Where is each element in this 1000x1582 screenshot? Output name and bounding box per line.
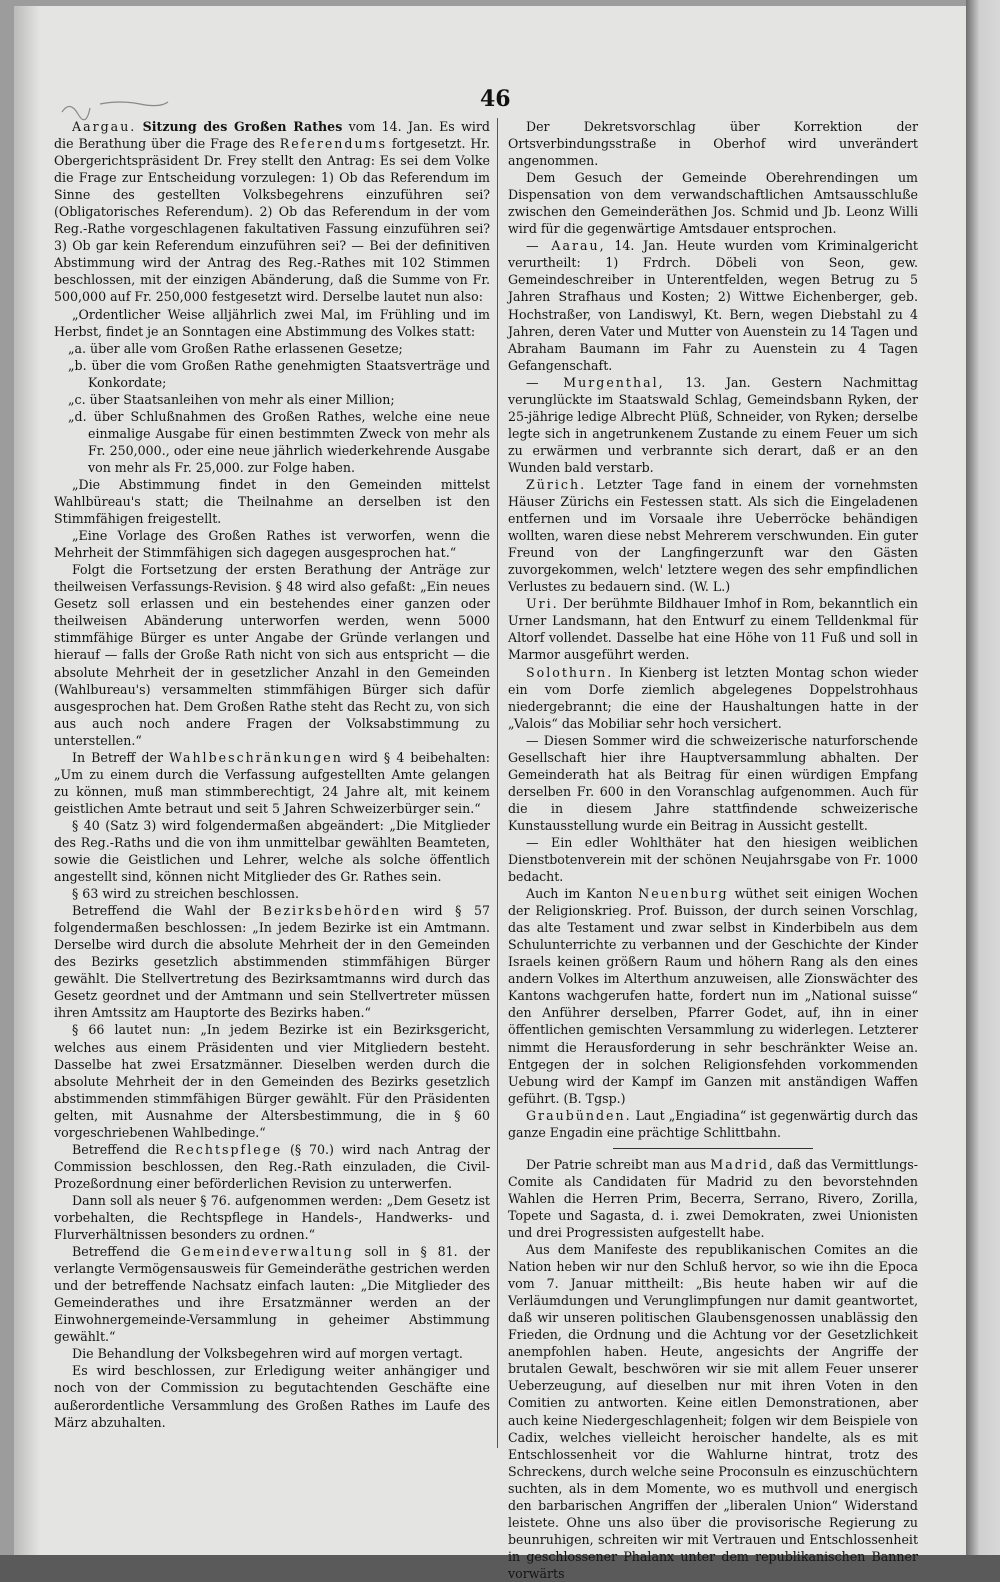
list-item: „d. über Schlußnahmen des Großen Rathes, welche eine neue einmalige Ausgabe für einen bestimmten Zweck von mehr als Fr. 250,000., oder eine neue jährlich wiederkehrende Ausgabe von mehr als Fr. 25,000. zur Folge haben. bbox=[68, 408, 490, 475]
source-attribution: (W. L.) bbox=[689, 579, 731, 595]
paragraph: Aus dem Manifeste des republikanischen Comites an die Nation heben wir nur den Schluß hervor, so wie ihn die Epoca vom 7. Januar mittheilt: „Bis heute haben wir auf die Verläumdungen und Verunglimpfungen nur damit geantwortet, daß wir unseren politischen Glaubensgenossen unablässig den Frieden, die Ordnung und die Achtung vor der Gesetzlichkeit anempfohlen haben. Heute, angesichts der Angriffe der brutalen Gewalt, beschwören wir sie mit allem Feuer unserer Ueberzeugung, auf dieselben nur mit ihren Voten in den Comitien zu antworten. Keine eitlen Demonstrationen, aber auch keine Niedergeschlagenheit; folgen wir dem Beispiele von Cadix, welches vielleicht heroischer handelte, als es mit Entschlossenheit vor die Wahlurne hintrat, trotz des Schreckens, durch welche seine Proconsuln es einzuschüchtern suchten, als in dem Momente, wo es muthvoll und energisch den barbarischen Angriffen der „liberalen Union“ Widerstand leistete. Ohne uns also über die provisorische Regierung zu beunruhigen, schreiten wir mit Vertrauen und Entschlossenheit in geschlossener Phalanx unter dem republikanischen Banner vorwärts bbox=[508, 1242, 918, 1581]
paragraph: — Ein edler Wohlthäter hat den hiesigen weiblichen Dienstbotenverein mit der schönen Neujahrsgabe von Fr. 1000 bedacht. bbox=[508, 834, 918, 885]
place-heading: Zürich. bbox=[526, 476, 587, 492]
paragraph-text: wird § 4 beibehalten: „Um zu einem durch die Verfassung aufgestellten Amte gelangen zu können, muß man stimmberechtigt, 24 Jahre alt, mit keinem geistlichen Amte betraut und seit 5 Jahren Schweizerbürger sein.“ bbox=[54, 749, 490, 816]
spaced-term: Bezirksbehörden bbox=[262, 903, 402, 919]
facing-page-edge bbox=[966, 0, 1000, 1555]
article-aarau bbox=[508, 237, 918, 373]
paragraph: „Die Abstimmung findet in den Gemeinden mittelst Wahlbüreau's statt; die Theilnahme an derselben ist den Stimmfähigen freigestellt. bbox=[54, 476, 490, 527]
article-solothurn bbox=[508, 664, 918, 732]
list-item: „a. über alle vom Großen Rathe erlassenen Gesetze; bbox=[68, 340, 403, 356]
paragraph-text: In Betreff der bbox=[72, 749, 170, 765]
paragraph: Folgt die Fortsetzung der ersten Berathung der Anträge zur theilweisen Verfassungs-Revision. § 48 wird also gefaßt: „Ein neues Gesetz soll erlassen und ein bestehendes einer ganzen oder theilweisen Abänderung unterworfen werden, wenn 5000 stimmfähige Bürger es unter Angabe der Gründe verlangen und hierauf — falls der Große Rath nicht von sich aus entspricht — die absolute Mehrheit der in gesetzlicher Anzahl in den Gemeinden (Wahlbureau's) versammelten stimmfähigen Bürger sich dafür ausgesprochen hat. Dem Großen Rathe steht das Recht zu, von sich aus auch noch andere Fragen der Volksabstimmung zu unterstellen.“ bbox=[54, 562, 490, 748]
paragraph-text: , daß das Vermittlungs-Comite als Candidaten für Madrid zu den bevorstehnden Wahlen die Herren Prim, Becerra, Serrano, Rivero, Zorilla, Topete und Sagasta, d. i. zwei Demokraten, zwei Unionisten und drei Progressisten aufgestellt habe. bbox=[508, 1156, 918, 1240]
list-item: „b. über die vom Großen Rathe genehmigten Staatsverträge und Konkordate; bbox=[68, 357, 490, 390]
place-heading: Aargau. bbox=[72, 119, 137, 134]
paragraph: Dem Gesuch der Gemeinde Oberehrendingen um Dispensation von dem verwandschaftlichen Amtsausschluße zwischen den Gemeinderäthen Jos. Schmid und Jb. Leonz Willi wird für die gegenwärtige Amtsdauer entsprochen. bbox=[508, 170, 918, 237]
paragraph: § 63 wird zu streichen beschlossen. bbox=[72, 886, 299, 902]
paragraph: — Diesen Sommer wird die schweizerische naturforschende Gesellschaft hier ihre Hauptversammlung abhalten. Der Gemeinderath hat als Beitrag für einen würdigen Empfang derselben Fr. 600 in den Voranschlag aufgenommen. Auch für die in diesem Jahre stattfindende schweizerische Kunstausstellung wurde ein Beitrag in Aussicht gestellt. bbox=[508, 732, 918, 833]
right-column bbox=[508, 118, 918, 1582]
spaced-term: Wahlbeschränkungen bbox=[169, 749, 343, 765]
place-heading: — Murgenthal, bbox=[526, 374, 665, 390]
paragraph-text: Es wird die Berathung über die Frage des bbox=[54, 119, 490, 152]
paragraph-text: Der berühmte Bildhauer Imhof in Rom, bekanntlich ein Urner Landsmann, hat den Entwurf zu einem Telldenkmal für Altorf vollendet. Dasselbe hat eine Höhe von 11 Fuß und soll in Marmor ausgeführt werden. bbox=[508, 596, 918, 663]
paragraph-text: wird § 57 folgendermaßen beschlossen: „In jedem Bezirke ist ein Amtmann. Derselbe wird durch die absolute Mehrheit der in den Gemeinden des Bezirks gesetzlich abstimmenden stimmfähigen Bürger gewählt. Die Stellvertretung des Bezirksamtmanns wird durch das Gesetz geordnet und der Amtmann und sein Stellvertreter müssen ihren Amtssitz am Hauptorte des Bezirks haben.“ bbox=[54, 903, 490, 1021]
article-aargau-grosser-rath bbox=[54, 118, 490, 306]
paragraph: Dann soll als neuer § 76. aufgenommen werden: „Dem Gesetz ist vorbehalten, die Rechtspflege in Handels-, Handwerks- und Flurverhältnissen besonders zu ordnen.“ bbox=[54, 1192, 490, 1243]
paragraph bbox=[54, 1141, 490, 1192]
place-heading: Solothurn. bbox=[526, 664, 614, 680]
paragraph-text: Laut „Engiadina“ ist gegenwärtig durch das ganze Engadin eine prächtige Schlittbahn. bbox=[508, 1107, 918, 1140]
place-heading: — Aarau, bbox=[526, 238, 606, 254]
paragraph-text: wüthet seit einigen Wochen der Religionskrieg. Prof. Buisson, der durch seinen Vorschlag, das alte Testament und zwar selbst in Kinderbibeln aus dem Schulunterrichte zu verbannen und der Geschichte der Kinder Israels keinen größern Raum und höhern Rang als den eines andern Volkes im Alterthum anzuweisen, alle Zionswächter des Kantons wachgerufen hatte, fordert nun im „National suisse“ den Anführer derselben, Pfarrer Godet, auf, ihn in einer öffentlichen gemischten Versammlung zu widerlegen. Letzterer nimmt die Herausforderung in sehr beschränkter Weise an. Entgegen der in solchen Religionsfehden vorkommenden Uebung wird der Kampf im Ganzen mit anständigen Waffen geführt. bbox=[508, 886, 918, 1106]
paragraph: Die Behandlung der Volksbegehren wird auf morgen vertagt. bbox=[72, 1346, 463, 1362]
section-separator bbox=[613, 1148, 813, 1149]
paragraph-text: Auch im Kanton bbox=[526, 886, 639, 902]
spaced-term: Gemeindeverwaltung bbox=[181, 1244, 354, 1260]
paragraph-text: Der Patrie schreibt man aus bbox=[526, 1156, 711, 1172]
place-heading: Madrid bbox=[710, 1156, 769, 1172]
article-uri bbox=[508, 595, 918, 663]
paragraph-text: 14. Jan. Heute wurden vom Kriminalgericht verurtheilt: 1) Frdrch. Döbeli von Seon, gew. Gemeindeschreiber in Unterentfelden, wegen Betrug zu 5 Jahren Strafhaus und Kosten; 2) Wittwe Eichenberger, geb. Hochstraßer, von Landiswyl, Kt. Bern, wegen Diebstahl zu 4 Jahren, deren Vater und Mutter von Auenstein zu 14 Tagen und Abraham Baumann im Fahr zu Auenstein zu 4 Tagen Gefangenschaft. bbox=[508, 238, 918, 373]
page-number: 46 bbox=[480, 86, 511, 112]
list-item: „c. über Staatsanleihen von mehr als einer Million; bbox=[68, 391, 395, 407]
paragraph: § 66 lautet nun: „In jedem Bezirke ist ein Bezirksgericht, welches aus einem Präsidenten und vier Mitgliedern besteht. Dasselbe hat zwei Ersatzmänner. Dieselben werden durch die absolute Mehrheit der in den Gemeinden des Bezirks gesetzlich abstimmenden stimmfähigen Bürger gewählt. Für den Präsidenten gelten, mit Ausnahme der Altersbestimmung, die in § 60 vorgeschriebenen Wahlbedinge.“ bbox=[54, 1022, 490, 1140]
paragraph: Der Dekretsvorschlag über Korrektion der Ortsverbindungsstraße in Oberhof wird unverändert angenommen. bbox=[508, 119, 918, 169]
session-heading: Sitzung des Großen Rathes bbox=[142, 119, 343, 134]
session-date: vom 14. Jan. bbox=[342, 119, 433, 134]
paragraph-text: 13. Jan. Gestern Nachmittag verunglückte im Staatswald Schlag, Gemeindsbann Ryken, der 25-jährige ledige Albrecht Plüß, Schneider, von Ryken; derselbe legte sich in angetrunkenem Zustande zu einem Feuer um sich zu erwärmen und verbrannte sich derart, daß er an den Wunden bald verstarb. bbox=[508, 374, 919, 475]
paragraph-text: Betreffend die bbox=[72, 1244, 181, 1260]
article-graubuenden bbox=[508, 1107, 918, 1141]
paragraph-text: Betreffend die Wahl der bbox=[72, 903, 263, 919]
place-heading: Uri. bbox=[526, 596, 559, 612]
paragraph bbox=[54, 902, 490, 1021]
paragraph: „Ordentlicher Weise alljährlich zwei Mal, im Frühling und im Herbst, findet je an Sonntagen eine Abstimmung des Volkes statt: bbox=[54, 306, 490, 339]
paragraph-text: fortgesetzt. Hr. Obergerichtspräsident Dr. Frey stellt den Antrag: Es sei dem Volke die Frage zur Entscheidung vorzulegen: 1) Ob das Referendum im Sinne des gestellten Volksbegehrens einzuführen sei? (Obligatorisches Referendum). 2) Ob das Referendum in der vom Reg.-Rathe vorgeschlagenen fakultativen Fassung einzuführen sei? 3) Ob gar kein Referendum einzuführen sei? — Bei der definitiven Abstimmung wird der Antrag des Reg.-Rathes mit 102 Stimmen beschlossen, mit der einzigen Abänderung, daß die Summe von Fr. 500,000 auf Fr. 250,000 festgesetzt wird. Derselbe lautet nun also: bbox=[54, 136, 490, 305]
article-zuerich bbox=[508, 476, 918, 595]
paragraph: Es wird beschlossen, zur Erledigung weiter anhängiger und noch von der Commission zu begutachtenden Geschäfte eine außerordentliche Versammlung des Großen Rathes im Laufe des März abzuhalten. bbox=[54, 1363, 490, 1430]
article-madrid bbox=[508, 1156, 918, 1241]
paragraph-text: (§ 70.) wird nach Antrag der Commission beschlossen, den Reg.-Rath einzuladen, die Civil-Prozeßordnung einer beförderlichen Revision zu unterwerfen. bbox=[54, 1141, 490, 1191]
article-murgenthal bbox=[508, 374, 918, 476]
paragraph-text: Betreffend die bbox=[72, 1141, 175, 1157]
paragraph: § 40 (Satz 3) wird folgendermaßen abgeändert: „Die Mitglieder des Reg.-Raths und die von ihm unmittelbar gewählten Beamteten, sowie die Geistlichen und Lehrer, welche als solche öffentlich angestellt sind, können nicht Mitglieder des Gr. Rathes sein. bbox=[54, 817, 490, 885]
binding-shadow bbox=[14, 6, 40, 1555]
paragraph bbox=[54, 1243, 490, 1345]
paragraph: „Eine Vorlage des Großen Rathes ist verworfen, wenn die Mehrheit der Stimmfähigen sich dagegen ausgesprochen hat.“ bbox=[54, 528, 490, 561]
source-attribution: (B. Tgsp.) bbox=[563, 1090, 626, 1106]
paragraph-text: soll in § 81. der verlangte Vermögensausweis für Gemeinderäthe gestrichen werden und der betreffende Nachsatz einfach lauten: „Die Mitglieder des Gemeinderathes und ihre Ersatzmänner werden an der Einwohnergemeinde-Versammlung in geheimer Abstimmung gewählt.“ bbox=[54, 1244, 490, 1345]
paragraph bbox=[54, 749, 490, 817]
spaced-term: Rechtspflege bbox=[174, 1141, 283, 1157]
left-column bbox=[54, 118, 490, 1431]
paragraph-text: In Kienberg ist letzten Montag schon wieder ein vom Dorfe ziemlich abgelegenes Doppelstrohhaus niedergebrannt; die eine der Haushaltungen hatte in der „Valois“ das Mobiliar sehr hoch versichert. bbox=[508, 664, 918, 731]
place-heading: Neuenburg bbox=[638, 886, 729, 902]
spaced-term: Referendums bbox=[279, 136, 387, 152]
article-neuenburg bbox=[508, 885, 918, 1107]
column-divider bbox=[497, 118, 498, 1448]
place-heading: Graubünden. bbox=[526, 1107, 632, 1123]
paragraph-text: Letzter Tage fand in einem der vornehmsten Häuser Zürichs ein Festessen statt. Als sich die Eingeladenen entfernen und im Vorsaale ihre Ueberröcke behändigen wollten, waren diese nebst Mehrerem verschwunden. Ein guter Freund von der Langfingerzunft war den Gästen zuvorgekommen, welch' letztere wegen des sehr empfindlichen Verlustes zu bedauern sind. bbox=[508, 476, 918, 595]
